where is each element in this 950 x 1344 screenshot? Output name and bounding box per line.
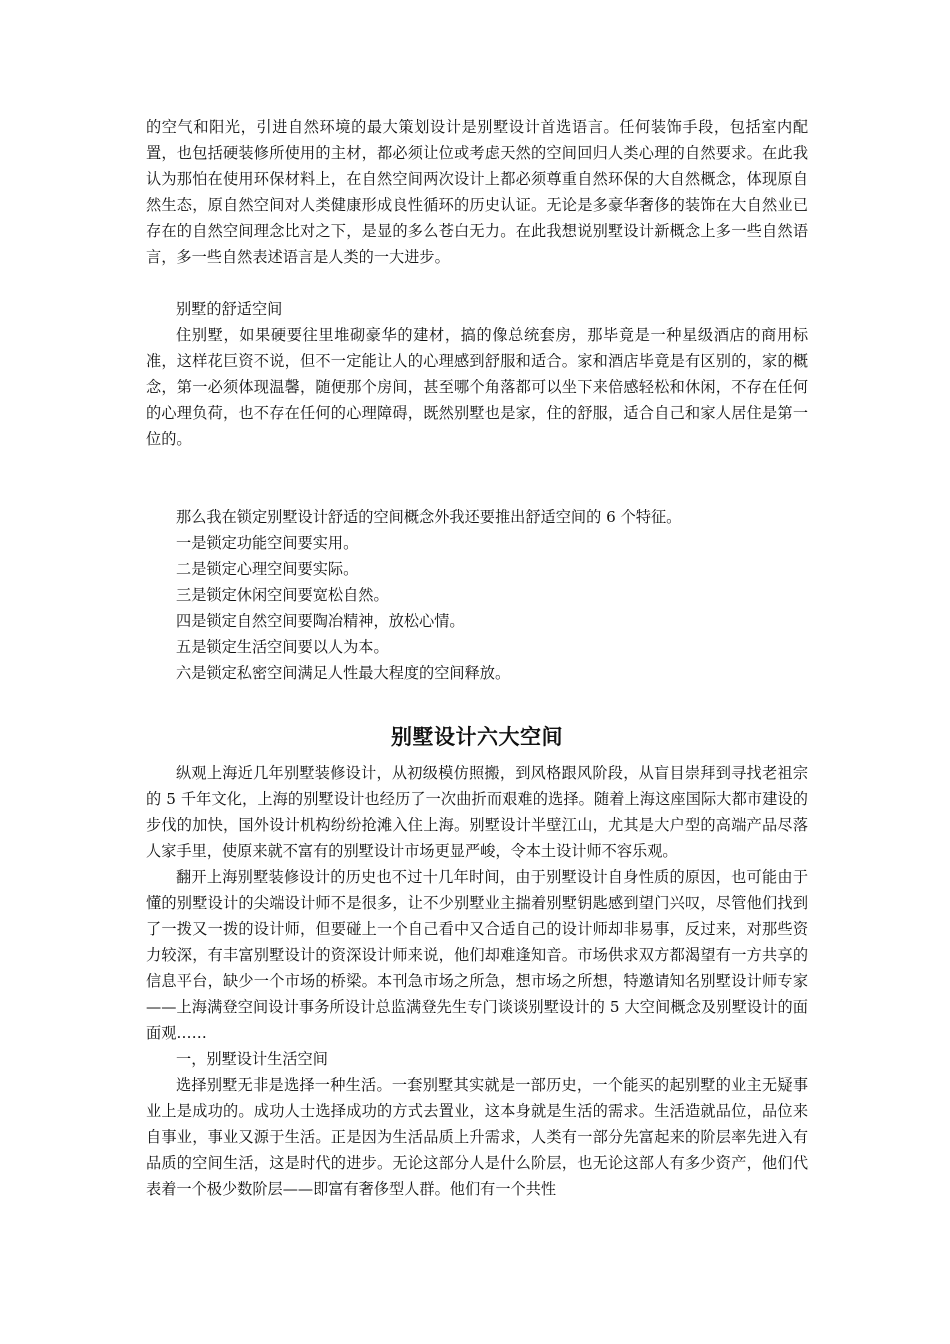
feature-item: 五是锁定生活空间要以人为本。 — [176, 638, 389, 656]
spacer — [146, 270, 808, 296]
spacer — [146, 686, 808, 722]
spacer — [146, 452, 808, 504]
features-list — [146, 530, 808, 686]
section-paragraph: 选择别墅无非是选择一种生活。一套别墅其实就是一部历史，一个能买的起别墅的业主无疑事业上是成功的。成功人士选择成功的方式去置业，这本身就是生活的需求。生活造就品位，品位来自事业，事业又源于生活。正是因为生活品质上升需求，人类有一部分先富起来的阶层率先进入有品质的空间生活，这是时代的进步。无论这部分人是什么阶层，也无论这部人有多少资产，他们代表着一个极少数阶层——即富有奢侈型人群。他们有一个共性 — [146, 1076, 808, 1198]
comfort-paragraph: 住别墅，如果硬要往里堆砌豪华的建材，搞的像总统套房，那毕竟是一种星级酒店的商用标准，这样花巨资不说，但不一定能让人的心理感到舒服和适合。家和酒店毕竟是有区别的，家的概念，第一必须体现温馨，随便那个房间，甚至哪个角落都可以坐下来倍感轻松和休闲，不存在任何的心理负荷，也不存在任何的心理障碍，既然别墅也是家，住的舒服，适合自己和家人居住是第一位的。 — [146, 326, 808, 448]
article-title: 别墅设计六大空间 — [391, 724, 563, 749]
features-intro: 那么我在锁定别墅设计舒适的空间概念外我还要推出舒适空间的 6 个特征。 — [176, 508, 682, 526]
spacer — [146, 752, 808, 760]
section-heading: 一，别墅设计生活空间 — [176, 1050, 328, 1068]
intro-paragraph: 的空气和阳光，引进自然环境的最大策划设计是别墅设计首选语言。任何装饰手段，包括室内配置，也包括硬装修所使用的主材，都必须让位或考虑天然的空间回归人类心理的自然要求。在此我认为那怕在使用环保材料上，在自然空间两次设计上都必须尊重自然环保的大自然概念，体现原自然生态，原自然空间对人类健康形成良性循环的历史认证。无论是多豪华奢侈的装饰在大自然业已存在的自然空间理念比对之下，是显的多么苍白无力。在此我想说别墅设计新概念上多一些自然语言，多一些自然表述语言是人类的一大进步。 — [146, 118, 808, 266]
feature-item: 三是锁定休闲空间要宽松自然。 — [176, 586, 389, 604]
feature-item: 一是锁定功能空间要实用。 — [176, 534, 359, 552]
document-page — [146, 114, 808, 1202]
comfort-heading: 别墅的舒适空间 — [176, 300, 283, 318]
feature-item: 二是锁定心理空间要实际。 — [176, 560, 359, 578]
feature-item: 六是锁定私密空间满足人性最大程度的空间释放。 — [176, 664, 511, 682]
article-paragraph: 纵观上海近几年别墅装修设计，从初级模仿照搬，到风格跟风阶段，从盲目崇拜到寻找老祖宗的 5 千年文化，上海的别墅设计也经历了一次曲折而艰难的选择。随着上海这座国际大都市建设的步伐的加快，国外设计机构纷纷抢滩入住上海。别墅设计半壁江山，尤其是大户型的高端产品尽落人家手里，使原来就不富有的别墅设计市场更显严峻，令本土设计师不容乐观。 — [146, 764, 808, 860]
article-paragraph: 翻开上海别墅装修设计的历史也不过十几年时间，由于别墅设计自身性质的原因，也可能由于懂的别墅设计的尖端设计师不是很多，让不少别墅业主揣着别墅钥匙感到望门兴叹，尽管他们找到了一拨又一拨的设计师，但要碰上一个自己看中又合适自己的设计师却非易事，反过来，对那些资力较深，有丰富别墅设计的资深设计师来说，他们却难逢知音。市场供求双方都渴望有一方共享的信息平台，缺少一个市场的桥梁。本刊急市场之所急，想市场之所想，特邀请知名别墅设计师专家——上海满登空间设计事务所设计总监满登先生专门谈谈别墅设计的 5 大空间概念及别墅设计的面面观…… — [146, 868, 808, 1042]
feature-item: 四是锁定自然空间要陶冶精神，放松心情。 — [176, 612, 465, 630]
